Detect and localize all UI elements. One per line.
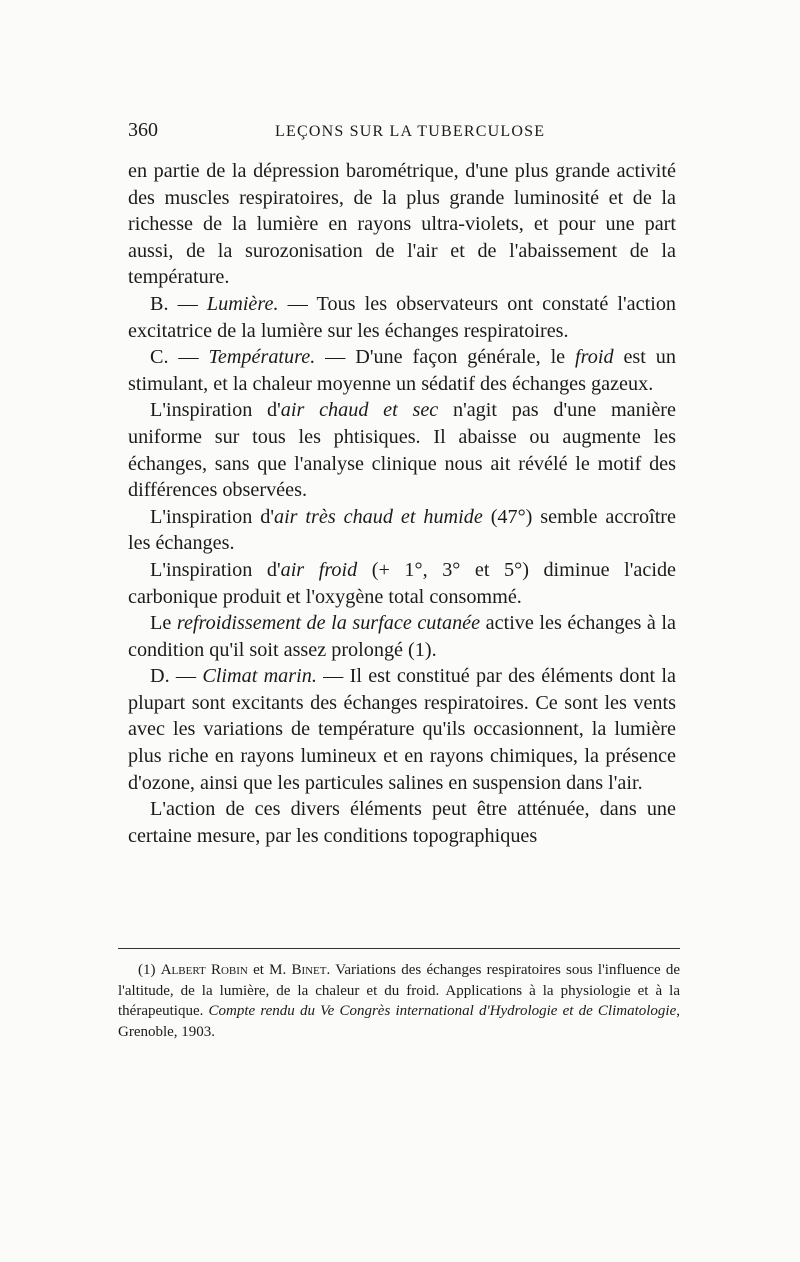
- paragraph-text: — Tous les observateurs ont constaté l'action excitatrice de la lumière sur les échanges respiratoires.: [128, 292, 677, 342]
- emphasis: refroidissement de la surface cutanée: [176, 612, 481, 635]
- paragraph-text: est un stimulant, et la chaleur moyenne un sédatif des échanges gazeux.: [128, 346, 676, 395]
- footnote-marker: (1): [138, 962, 161, 978]
- paragraph-action: L'action de ces divers éléments peut être atténuée, dans une certaine mesure, par les conditions topographiques: [128, 798, 676, 847]
- footnote-text: . Variations des échanges respiratoires sous l'influence de l'altitude, de la lumière, de la chaleur et du froid. Applications à la physiologie et à la thérapeutique.: [118, 962, 680, 1019]
- paragraph-air-chaud-sec: [128, 397, 676, 503]
- section-heading: Température.: [208, 346, 316, 369]
- paragraph-text: L'inspiration d': [150, 399, 281, 422]
- footnote-rule: [118, 948, 680, 949]
- body-text: [128, 158, 676, 849]
- paragraph-lumiere: [128, 291, 676, 344]
- emphasis: air très chaud et humide: [273, 505, 483, 528]
- emphasis: froid: [575, 346, 614, 369]
- paragraph-text: Le: [150, 612, 177, 635]
- running-title: LEÇONS SUR LA TUBERCULOSE: [275, 123, 546, 140]
- paragraph-text: — Il est constitué par des éléments dont la plupart sont excitants des échanges respiratoires. Ce sont les vents avec les variations de température qu'ils occasionnent, la lumière plus riche en rayons lumineux et en rayons chimiques, la présence d'ozone, ainsi que les particules salines en suspension dans l'air.: [128, 665, 676, 794]
- section-letter: D. —: [150, 665, 203, 688]
- footnote-source: Compte rendu du Ve Congrès international d'Hydrologie et de Climatologie: [208, 1003, 677, 1019]
- section-letter: C. —: [150, 346, 209, 369]
- footnote-author: Albert Robin: [160, 962, 248, 978]
- footnote: [118, 960, 680, 1042]
- paragraph-text: — D'une façon générale, le: [315, 346, 576, 369]
- paragraph-climat-marin: [128, 663, 676, 796]
- paragraph-air-chaud-humide: [128, 504, 676, 557]
- page-number: 360: [128, 119, 158, 141]
- section-heading: Climat marin.: [202, 665, 317, 688]
- paragraph-text: n'agit pas d'une manière uniforme sur tous les phtisiques. Il abaisse ou augmente les échanges, sans que l'analyse clinique nous ait révélé le motif des différences observées.: [128, 399, 676, 502]
- paragraph-altitude-continuation: en partie de la dépression barométrique, d'une plus grande activité des muscles respiratoires, de la plus grande luminosité et de la richesse de la lumière en rayons ultra-violets, et pour une part aussi, de la surozonisation de l'air et de l'abaissement de la température.: [128, 160, 676, 289]
- paragraph-temperature: [128, 344, 676, 397]
- emphasis: air froid: [280, 558, 358, 581]
- footnote-author: Binet: [291, 962, 327, 978]
- footnote-text: et M.: [247, 962, 292, 978]
- paragraph-refroidissement: [128, 610, 676, 663]
- section-heading: Lumière.: [206, 292, 279, 315]
- paragraph-air-froid: [128, 557, 676, 610]
- paragraph-text: active les échanges à la condition qu'il soit assez prolongé (1).: [128, 612, 676, 661]
- section-letter: B. —: [150, 292, 207, 315]
- paragraph-text: L'inspiration d': [150, 505, 274, 528]
- emphasis: air chaud et sec: [280, 399, 439, 422]
- footnote-text: , Grenoble, 1903.: [118, 1003, 680, 1040]
- paragraph-text: (+ 1°, 3° et 5°) diminue l'acide carbonique produit et l'oxygène total consommé.: [128, 558, 676, 608]
- paragraph-text: (47°) semble accroître les échanges.: [128, 505, 676, 555]
- paragraph-text: L'inspiration d': [150, 558, 281, 581]
